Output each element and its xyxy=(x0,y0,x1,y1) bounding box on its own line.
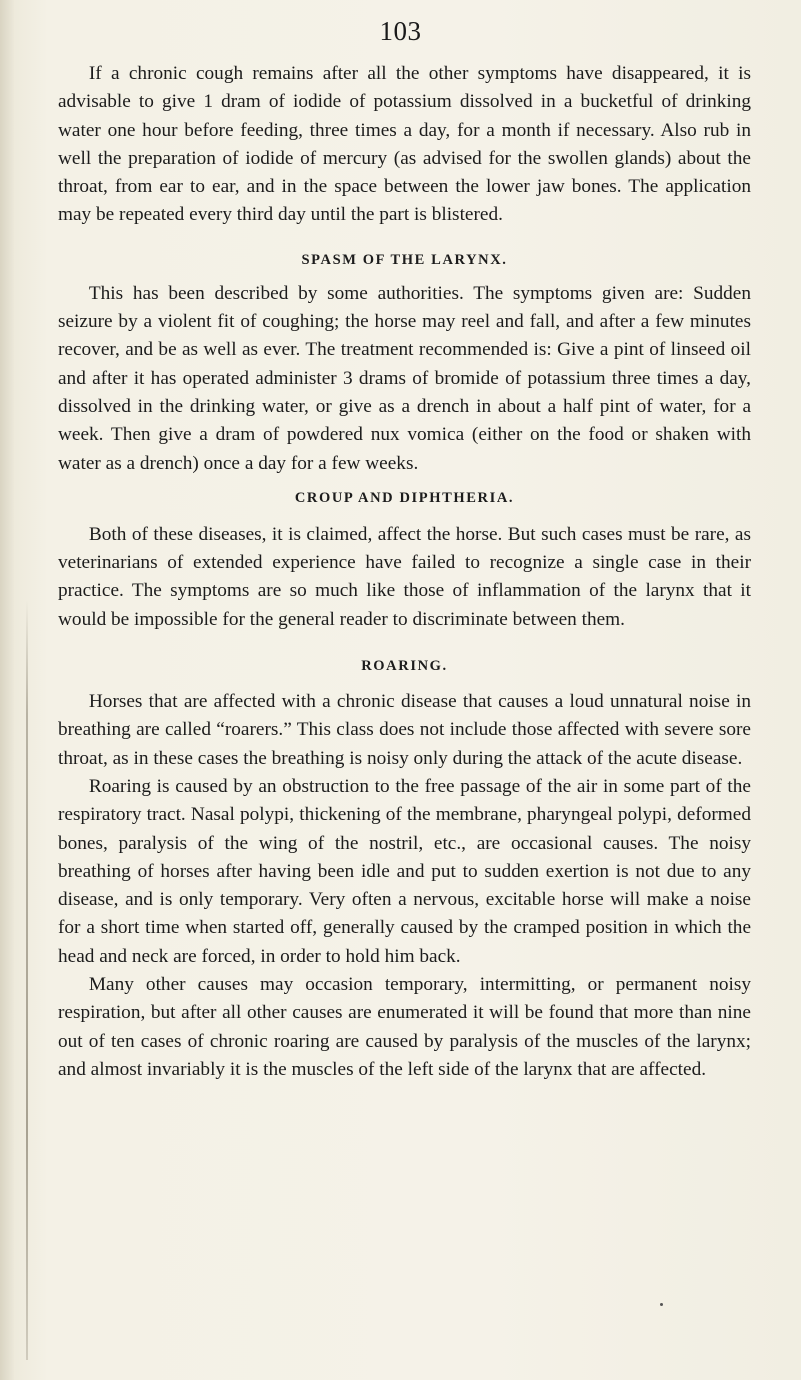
paragraph-roaring-paralysis: Many other causes may occasion temporary, intermitting, or permanent noisy respiration, but after all other causes are enumerated it will be found that more than nine out of ten cases of chronic roaring are caused by paralysis of the muscles of the larynx; and almost invariably it is the muscles of the left side of the larynx that are affected. xyxy=(58,974,751,1080)
binding-shadow xyxy=(26,600,28,1360)
paragraph-spasm-of-the-larynx: This has been described by some authorities. The symptoms given are: Sudden seizure by a violent fit of coughing; the horse may reel and fall, and after a few minutes recover, and be as well as ever. The treatment recommended is: Give a pint of linseed oil and after it has operated administer 3 drams of bromide of potassium three times a day, dissolved in the drinking water, or give as a drench in about a half pint of water, for a week. Then give a dram of powdered nux vomica (either on the food or shaken with water as a drench) once a day for a few weeks. xyxy=(58,282,751,474)
paragraph-croup-and-diphtheria: Both of these diseases, it is claimed, affect the horse. But such cases must be rare, as veterinarians of extended experience have failed to recognize a single case in their practice. The symptoms are so much like those of inflammation of the larynx that it would be impossible for the general reader to discriminate between them. xyxy=(58,523,751,630)
paragraph-roaring-causes: Roaring is caused by an obstruction to the free passage of the air in some part of the respiratory tract. Nasal polypi, thickening of the membrane, pharyngeal polypi, deformed bones, paralysis of the wing of the nostril, etc., are occasional causes. The noisy breathing of horses after having been idle and put to sudden exertion is not due to any disease, and is only temporary. Very often a nervous, excitable horse will make a noise for a short time when started off, generally caused by the cramped position in which the head and neck are forced, in order to hold him back. xyxy=(58,775,751,967)
page-body xyxy=(58,60,751,1084)
section-heading-croup-and-diphtheria: CROUP AND DIPHTHERIA. xyxy=(294,489,515,506)
section-heading-spasm-of-the-larynx: SPASM OF THE LARYNX. xyxy=(301,251,508,268)
print-speck xyxy=(660,1303,663,1306)
page-edge-shadow xyxy=(0,0,14,1380)
paragraph-chronic-cough: If a chronic cough remains after all the other symptoms have disappeared, it is advisable to give 1 dram of iodide of potassium dissolved in a bucketful of drinking water one hour before feeding, three times a day, for a month if necessary. Also rub in well the preparation of iodide of mercury (as advised for the swollen glands) about the throat, from ear to ear, and in the space between the lower jaw bones. The application may be repeated every third day until the part is blistered. xyxy=(58,63,751,226)
page-number: 103 xyxy=(379,16,422,46)
section-heading-roaring: ROARING. xyxy=(361,658,448,675)
paragraph-roaring-definition: Horses that are affected with a chronic disease that causes a loud unnatural noise in breathing are called “roarers.” This class does not include those affected with severe sore throat, as in these cases the breathing is noisy only during the attack of the acute disease. xyxy=(58,691,751,769)
